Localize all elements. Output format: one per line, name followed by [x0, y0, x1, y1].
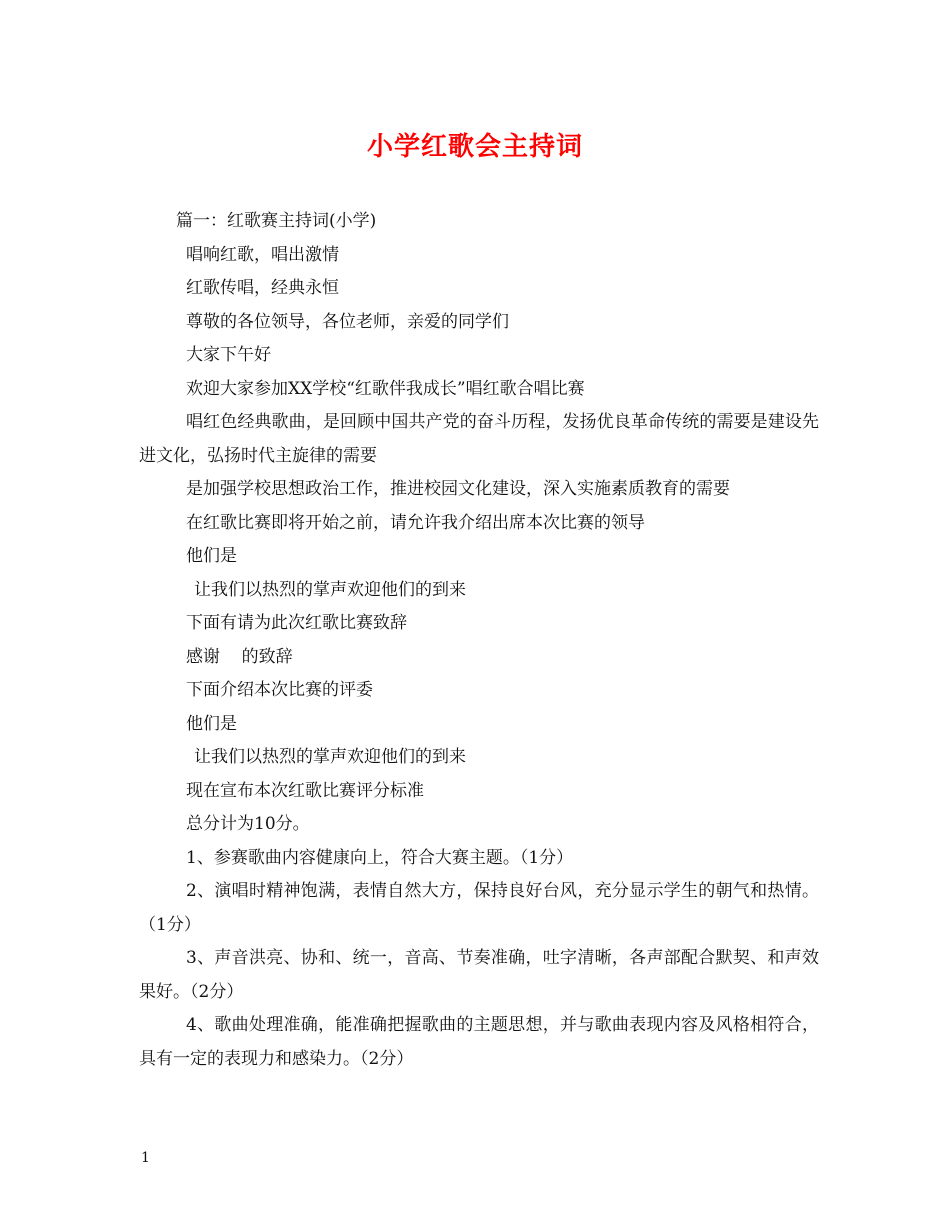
paragraph-line: 尊敬的各位领导，各位老师，亲爱的同学们: [186, 311, 509, 332]
paragraph-line: 红歌传唱，经典永恒: [186, 278, 339, 298]
page-number: 1: [141, 1150, 150, 1166]
paragraph-line: 他们是: [186, 546, 237, 566]
paragraph-line: 让我们以热烈的掌声欢迎他们的到来: [194, 747, 466, 767]
paragraph-line: 大家下午好: [186, 345, 271, 365]
paragraph-line: 唱响红歌，唱出激情: [186, 244, 339, 265]
paragraph-line: 总分计为10分。: [186, 814, 310, 834]
document-body: [139, 205, 819, 1076]
paragraph-line: 现在宣布本次红歌比赛评分标准: [186, 780, 424, 801]
paragraph-line: 是加强学校思想政治工作，推进校园文化建设，深入实施素质教育的需要: [186, 479, 730, 499]
paragraph-line: 在红歌比赛即将开始之前，请允许我介绍出席本次比赛的领导: [186, 512, 645, 533]
paragraph-line: 下面有请为此次红歌比赛致辞: [186, 613, 407, 633]
paragraph-line: 3、声音洪亮、协和、统一，音高、节奏准确，吐字清晰，各声部配合默契、和声效果好。（2分）: [139, 948, 819, 1002]
document-title: 小学红歌会主持词: [366, 132, 583, 162]
paragraph-line: 2、演唱时精神饱满，表情自然大方，保持良好台风，充分显示学生的朝气和热情。（1分）: [139, 881, 819, 935]
paragraph-line: 下面介绍本次比赛的评委: [186, 680, 373, 700]
paragraph-line: 1、参赛歌曲内容健康向上，符合大赛主题。（1分）: [186, 847, 574, 868]
paragraph-line: 4、歌曲处理准确，能准确把握歌曲的主题思想，并与歌曲表现内容及风格相符合，具有一定的表现力和感染力。（2分）: [139, 1015, 819, 1069]
paragraph-line: 让我们以热烈的掌声欢迎他们的到来: [194, 579, 466, 600]
paragraph-line: 感谢 的致辞: [186, 646, 293, 667]
paragraph-section-heading: 篇一：红歌赛主持词(小学): [176, 211, 377, 231]
paragraph-line: 欢迎大家参加XX学校“红歌伴我成长”唱红歌合唱比赛: [186, 378, 585, 399]
paragraph-line: 唱红色经典歌曲，是回顾中国共产党的奋斗历程，发扬优良革命传统的需要是建设先进文化，弘扬时代主旋律的需要: [139, 412, 819, 466]
paragraph-line: 他们是: [186, 713, 237, 734]
